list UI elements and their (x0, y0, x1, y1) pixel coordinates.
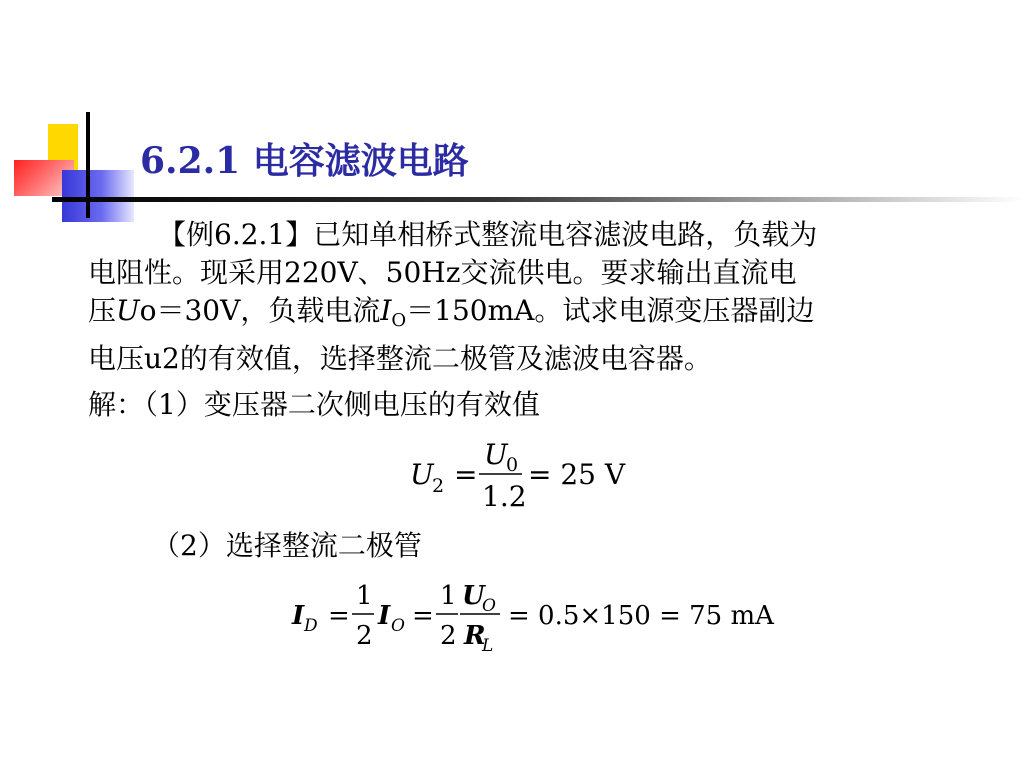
f1-lhs: U (410, 458, 434, 491)
f1-num: U (484, 438, 508, 471)
f1-den: 1.2 (482, 480, 527, 513)
f2-f3-num-sub: O (482, 596, 496, 616)
solution-step-1: 解：（1）变压器二次侧电压的有效值 (88, 388, 540, 421)
f2-lhs: I (292, 601, 305, 631)
f1-lhs-sub: 2 (432, 475, 445, 497)
example-line-3: 压Uo＝30V，负载电流$I_O=150mA$。试求电源变压器副边 (88, 294, 815, 331)
f2-f3-den-sub: L (482, 636, 494, 656)
f2-eq2: = (412, 601, 434, 631)
f2-lhs-sub: D (304, 616, 318, 636)
example-line-2: 电阻性。现采用220V、50Hz交流供电。要求输出直流电 (88, 256, 797, 289)
f2-f2-den: 2 (440, 621, 457, 651)
example-line-4: 电压u2的有效值，选择整流二极管及滤波电容器。 (88, 342, 712, 375)
f2-rhs: = 0.5×150 = 75 mA (508, 601, 774, 631)
f1-eq: = (454, 458, 478, 491)
slide-title: 6.2.1 电容滤波电路 (140, 140, 469, 182)
f1-num-sub: 0 (506, 454, 519, 476)
f2-mid: I (378, 601, 391, 631)
f2-f1-den: 2 (356, 621, 373, 651)
f2-f1-num: 1 (356, 581, 373, 611)
f2-mid-sub: O (391, 616, 405, 636)
f2-eq1: = (328, 601, 350, 631)
f2-f3-den: R (464, 621, 486, 651)
solution-step-2: （2）选择整流二极管 (152, 529, 422, 562)
f1-rhs: = 25 V (528, 458, 626, 491)
f2-f2-num: 1 (440, 581, 457, 611)
f2-f3-num: U (462, 581, 485, 611)
example-line-1: 【例6.2.1】已知单相桥式整流电容滤波电路，负载为 (158, 218, 818, 251)
